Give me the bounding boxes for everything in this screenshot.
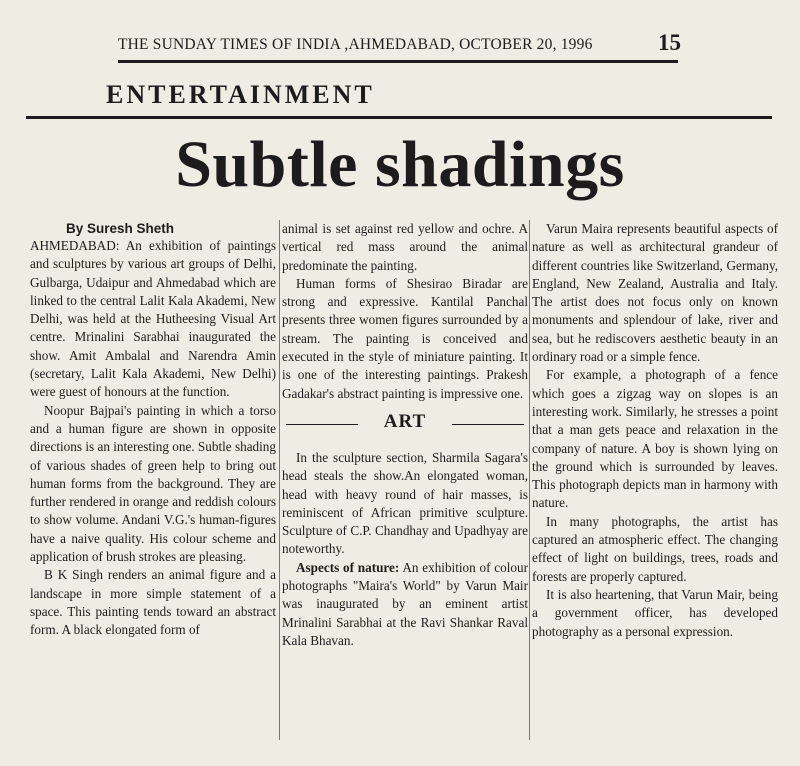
paragraph: It is also heartening, that Varun Mair, being a government officer, has developed photography as a personal expression. (532, 586, 778, 639)
column-2 (282, 220, 528, 650)
subhead-text: ART (383, 410, 427, 432)
column-divider (529, 220, 530, 740)
paragraph-lead: Aspects of nature: (296, 559, 400, 575)
paragraph: For example, a photograph of a fence which goes a zigzag way on slopes is an interesting work. Similarly, he stresses a point that a man gets peace and relaxation in the company of nature. A boy is shown lying on the ground which is surrounded by leaves. This photograph depicts man in harmony with nature. (532, 367, 778, 511)
column-divider (279, 220, 280, 740)
paragraph: animal is set against red yellow and ochre. A vertical red mass around the animal predominate the painting. (282, 221, 528, 273)
subhead-rule-right (452, 424, 524, 426)
column-3 (532, 220, 778, 641)
paragraph: In the sculpture section, Sharmila Sagara's head steals the show.An elongated woman, head with heavy round of hair masses, is reminiscent of African primitive sculpture. Sculpture of C.P. Chandhay and Upadhyay are noteworthy. (282, 449, 528, 557)
byline: By Suresh Sheth (66, 221, 175, 236)
section-rule (26, 116, 772, 119)
paragraph: Noopur Bajpai's painting in which a torso and a human figure are shown in opposite directions is an interesting one. Subtle shading of various shades of green help to bring out human forms from the background. They are further rendered in orange and reddish colours to show volume. Andani V.G.'s human-figures have a naive quality. His colour scheme and application of brush strokes are pleasing. (30, 402, 276, 565)
paragraph: In many photographs, the artist has captured an atmospheric effect. The changing effect of light on buildings, trees, roads and forests are properly captured. (532, 513, 778, 584)
page-number: 15 (658, 30, 681, 55)
masthead-rule (118, 60, 678, 63)
paragraph: Human forms of Shesirao Biradar are strong and expressive. Kantilal Panchal presents three women figures surrounded by a stream. The painting is conceived and executed in the style of miniature painting. It is one of the interesting paintings. Prakesh Gadakar's abstract painting is impressive one. (282, 275, 528, 401)
masthead-text: THE SUNDAY TIMES OF INDIA ,AHMEDABAD, OCTOBER 20, 1996 (118, 36, 593, 53)
masthead (118, 30, 681, 60)
paragraph: B K Singh renders an animal figure and a landscape in more simple statement of a space. This painting tends toward an abstract form. A black elongated form of (30, 567, 276, 638)
headline: Subtle shadings (175, 128, 625, 201)
paragraph: Varun Maira represents beautiful aspects of nature as well as architectural grandeur of different countries like Switzerland, Germany, England, New Zealand, Australia and Italy. The artist does not focus only on known monuments and splendour of lake, river and sea, but he rediscovers aesthetic beauty in an ordinary road or a simple fence. (532, 221, 778, 365)
section-label: ENTERTAINMENT (106, 80, 375, 109)
paragraph: AHMEDABAD: An exhibition of paintings and sculptures by various art groups of Delhi, Gulbarga, Udaipur and Ahmedabad which are linked to the central Lalit Kala Akademi, New Delhi, was held at the Hutheesing Visual Art centre. Mrinalini Sarabhai inaugurated the show. Amit Ambalal and Narendra Amin (secretary, Lalit Kala Akademi, New Delhi) were guest of honours at the function. (30, 238, 276, 400)
paragraph (282, 559, 528, 650)
paragraph-body: An exhibition of colour photographs "Maira's World" by Varun Mair was inaugurated by an eminent artist Mrinalini Sarabhai at the Ravi Shankar Raval Kala Bhavan. (282, 559, 528, 648)
column-1 (30, 237, 276, 640)
subhead-art (282, 409, 528, 439)
